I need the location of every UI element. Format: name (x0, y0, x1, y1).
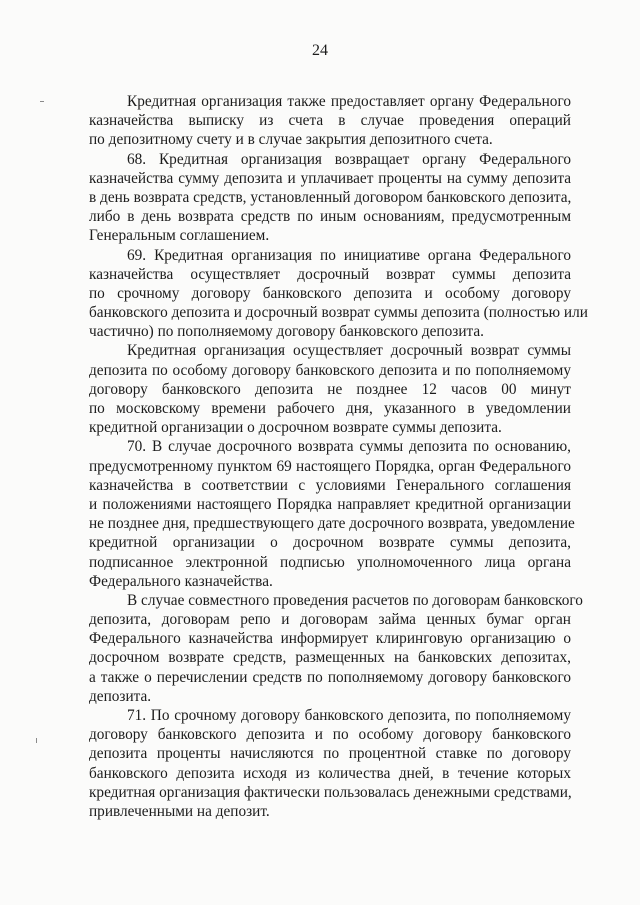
text-line: не позднее дня, предшествующего дате досрочного возврата, уведомление (89, 515, 575, 533)
text-line: либо в день возврата средств по иным основаниям, предусмотренным (89, 208, 571, 226)
paragraph (89, 150, 571, 246)
text-line: кредитной организации о досрочном возврате суммы депозита, (89, 534, 571, 552)
text-line: привлеченными на депозит. (89, 802, 270, 820)
paragraph (89, 341, 571, 437)
paragraph (89, 92, 571, 150)
text-line: Кредитная организация также предоставляет органу Федерального (127, 93, 571, 110)
paragraph (89, 591, 583, 706)
text-line: депозита проценты начисляются по процентной ставке по договору (89, 745, 571, 763)
text-line: договору банковского депозита и по особому договору банковского (89, 726, 571, 744)
text-line: 71. По срочному договору банковского депозита, по пополняемому (127, 707, 571, 724)
text-line: казначейства сумму депозита и уплачивает проценты на сумму депозита (89, 169, 571, 187)
text-line: банковского депозита и досрочный возврат суммы депозита (полностью или (89, 304, 588, 322)
text-line: предусмотренному пунктом 69 настоящего Порядка, орган Федерального (89, 457, 571, 475)
text-line: депозита, договорам репо и договорам займа ценных бумаг орган (89, 611, 571, 629)
text-line: по срочному договору банковского депозита и особому договору (89, 284, 571, 302)
text-line: по депозитному счету и в случае закрытия депозитного счета. (89, 131, 493, 149)
text-line: договору банковского депозита не позднее 12 часов 00 минут (89, 380, 571, 398)
text-line: 68. Кредитная организация возвращает органу Федерального (127, 150, 571, 168)
scan-mark (40, 101, 44, 102)
text-line: казначейства осуществляет досрочный возврат суммы депозита (89, 265, 571, 283)
text-line: в день возврата средств, установленный договором банковского депозита, (89, 188, 572, 206)
page-number: 24 (312, 42, 328, 59)
text-line: казначейства выписку из счета в случае проведения операций (89, 112, 571, 130)
text-line: кредитной организации о досрочном возврате суммы депозита. (89, 419, 502, 437)
text-line: подписанное электронной подписью уполномоченного лица органа (89, 553, 571, 571)
paragraph (89, 437, 575, 591)
text-line: 70. В случае досрочного возврата суммы депозита по основанию, (127, 438, 571, 456)
text-line: частично) по пополняемому договору банковского депозита. (89, 323, 484, 341)
text-line: а также о перечислении средств по пополняемому договору банковского (89, 668, 571, 686)
text-line: депозита. (89, 687, 152, 705)
text-line: по московскому времени рабочего дня, указанного в уведомлении (89, 400, 571, 417)
document-body (89, 92, 588, 821)
text-line: казначейства в соответствии с условиями Генерального соглашения (89, 476, 571, 494)
text-line: Кредитная организация осуществляет досрочный возврат суммы (127, 342, 571, 360)
text-line: Генеральным соглашением. (89, 227, 270, 245)
paragraph (89, 706, 571, 821)
text-line: банковского депозита исходя из количества дней, в течение которых (89, 764, 571, 782)
text-line: Федерального казначейства информирует клиринговую организацию о (89, 630, 571, 648)
text-line: Федерального казначейства. (89, 572, 273, 590)
paragraph (89, 246, 588, 342)
text-line: и положениями настоящего Порядка направляет кредитной организации (89, 495, 571, 513)
text-line: кредитная организация фактически пользовалась денежными средствами, (89, 783, 572, 801)
text-line: депозита по особому договору банковского депозита и по пополняемому (89, 361, 571, 379)
text-line: 69. Кредитная организация по инициативе органа Федерального (127, 246, 571, 264)
text-line: В случае совместного проведения расчетов по договорам банковского (127, 591, 583, 609)
scan-mark (36, 738, 37, 743)
text-line: досрочном возврате средств, размещенных на банковских депозитах, (89, 649, 571, 667)
